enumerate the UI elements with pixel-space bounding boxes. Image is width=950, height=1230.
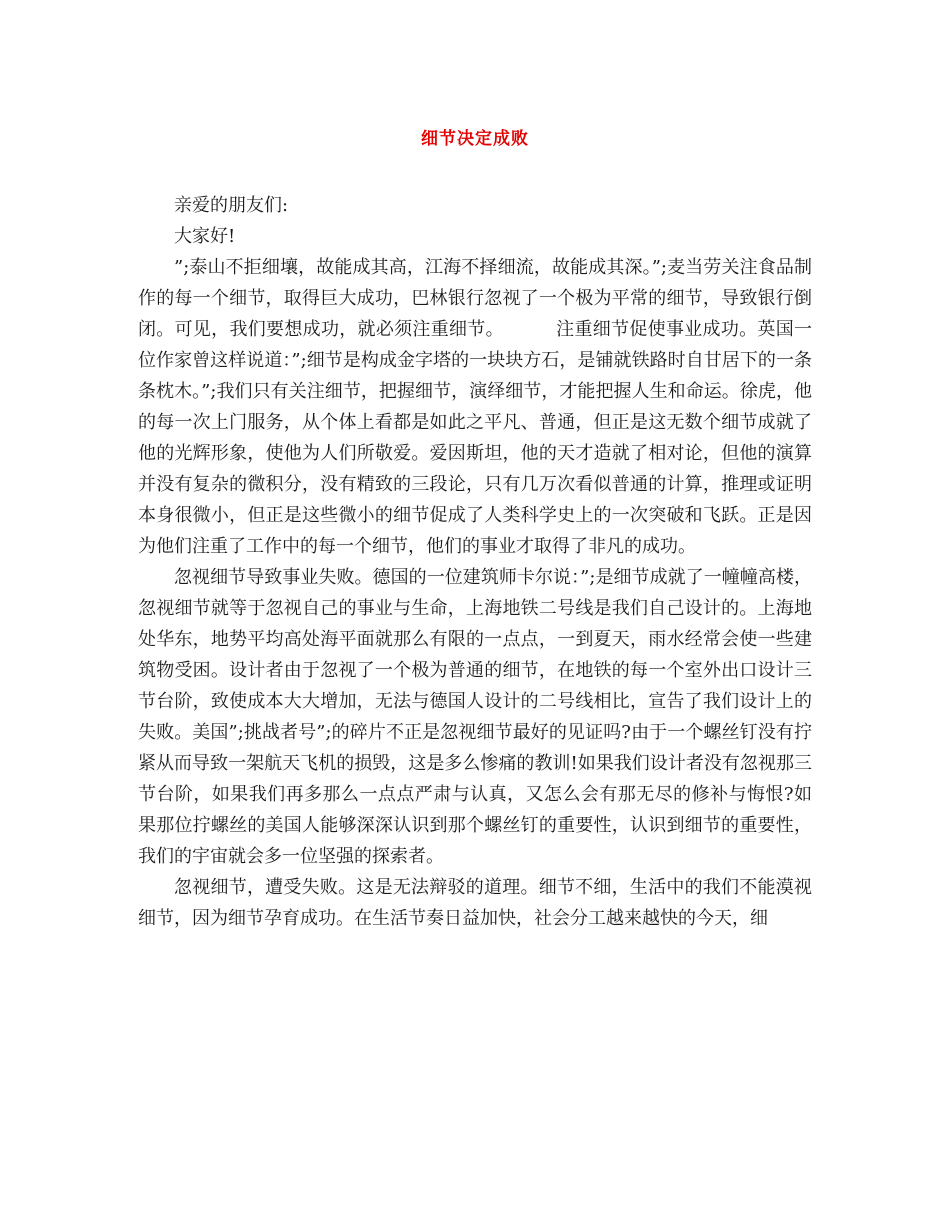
document-body	[138, 190, 812, 934]
paragraph-3: 忽视细节，遭受失败。这是无法辩驳的道理。细节不细，生活中的我们不能漠视细节，因为细节孕育成功。在生活节奏日益加快，社会分工越来越快的今天，细	[138, 877, 812, 929]
greeting: 大家好!	[174, 226, 236, 247]
paragraph-2: 忽视细节导致事业失败。德国的一位建筑师卡尔说：”;是细节成就了一幢幢高楼，忽视细节就等于忽视自己的事业与生命，上海地铁二号线是我们自己设计的。上海地处华东，地势平均高处海平面就那么有限的一点点，一到夏天，雨水经常会使一些建筑物受困。设计者由于忽视了一个极为普通的细节，在地铁的每一个室外出口设计三节台阶，致使成本大大增加，无法与德国人设计的二号线相比，宣告了我们设计上的失败。美国”;挑战者号”;的碎片不正是忽视细节最好的见证吗?由于一个螺丝钉没有拧紧从而导致一架航天飞机的损毁，这是多么惨痛的教训!如果我们设计者没有忽视那三节台阶，如果我们再多那么一点点严肃与认真，又怎么会有那无尽的修补与悔恨?如果那位拧螺丝的美国人能够深深认识到那个螺丝钉的重要性，认识到细节的重要性，我们的宇宙就会多一位坚强的探索者。	[138, 567, 812, 867]
document-title: 细节决定成败	[421, 129, 529, 149]
salutation: 亲爱的朋友们:	[174, 195, 289, 216]
paragraph-1-part-b: 注重细节促使事业成功。英国一位作家曾这样说道：”;细节是构成金字塔的一块块方石，是铺就铁路时自甘居下的一条条枕木。”;我们只有关注细节，把握细节，演绎细节，才能把握人生和命运。徐虎，他的每一次上门服务，从个体上看都是如此之平凡、普通，但正是这无数个细节成就了他的光辉形象，使他为人们所敬爱。爱因斯坦，他的天才造就了相对论，但他的演算并没有复杂的微积分，没有精致的三段论，只有几万次看似普通的计算，推理或证明本身很微小，但正是这些微小的细节促成了人类科学史上的一次突破和飞跃。正是因为他们注重了工作中的每一个细节，他们的事业才取得了非凡的成功。	[138, 319, 813, 557]
paragraph-1	[138, 252, 812, 562]
paragraph-1-part-a: ”;泰山不拒细壤，故能成其高，江海不择细流，故能成其深。”;麦当劳关注食品制作的每一个细节，取得巨大成功，巴林银行忽视了一个极为平常的细节，导致银行倒闭。可见，我们要想成功，就必须注重细节。	[138, 257, 812, 340]
